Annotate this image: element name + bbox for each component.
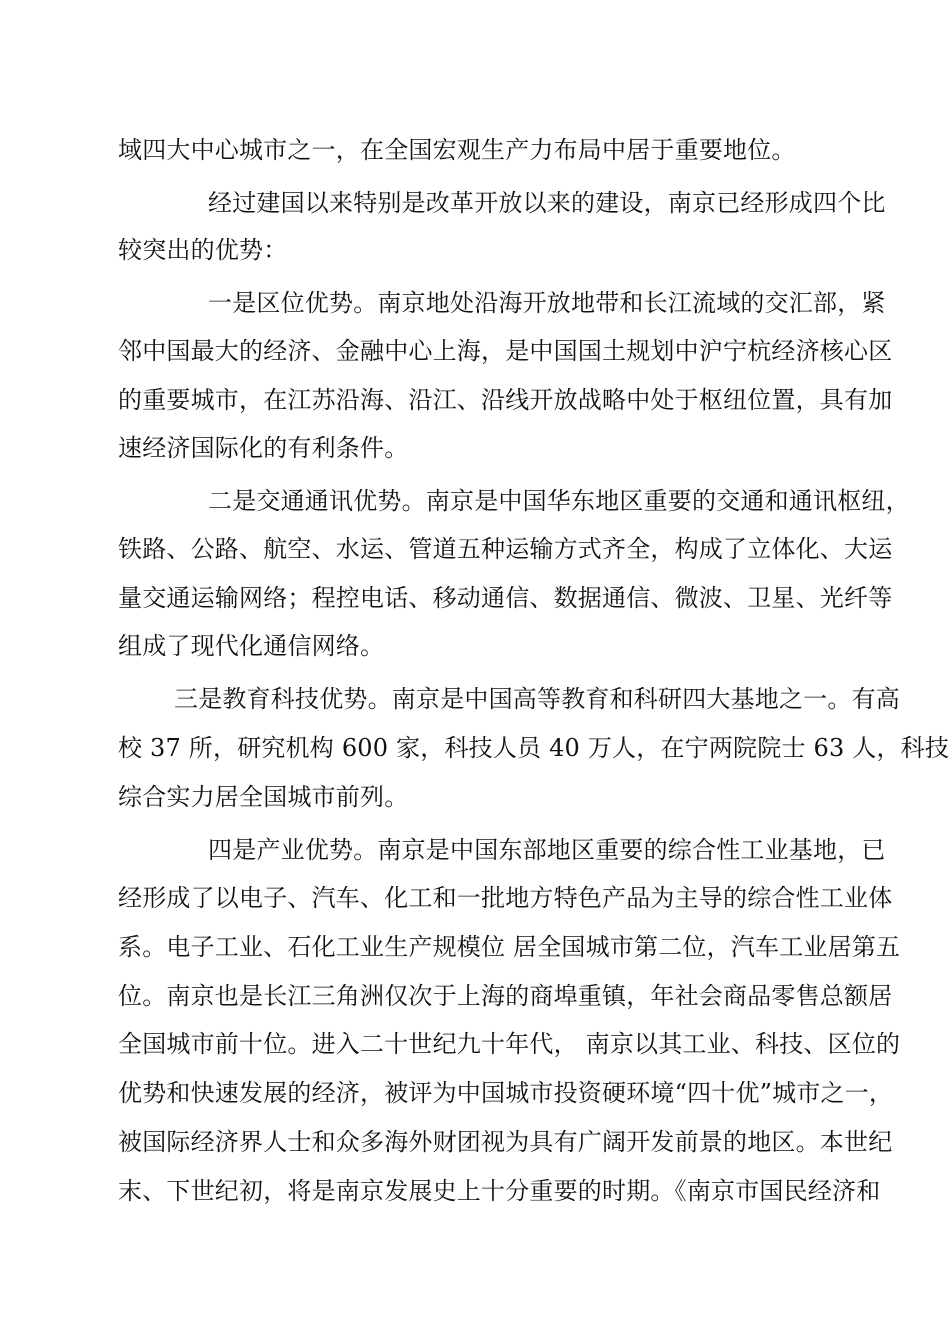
text-line: 综合实力居全国城市前列。 [118, 783, 409, 811]
text-line: 位。南京也是长江三角洲仅次于上海的商埠重镇，年社会商品零售总额居 [118, 982, 893, 1010]
text-line: 组成了现代化通信网络。 [118, 632, 385, 660]
text-line: 一是区位优势。南京地处沿海开放地带和长江流域的交汇部，紧 [208, 289, 886, 317]
text-line: 铁路、公路、航空、水运、管道五种运输方式齐全，构成了立体化、大运 [118, 535, 893, 563]
text-line: 末、下世纪初，将是南京发展史上十分重要的时期。《南京市国民经济和 [118, 1177, 881, 1205]
text-line: 的重要城市，在江苏沿海、沿江、沿线开放战略中处于枢纽位置，具有加 [118, 386, 893, 414]
text-line: 系。电子工业、石化工业生产规模位 居全国城市第二位，汽车工业居第五 [118, 933, 901, 961]
text-line: 优势和快速发展的经济，被评为中国城市投资硬环境“四十优”城市之一， [118, 1079, 894, 1107]
text-line: 较突出的优势： [118, 236, 288, 264]
text-line: 速经济国际化的有利条件。 [118, 434, 409, 462]
text-line: 量交通运输网络；程控电话、移动通信、数据通信、微波、卫星、光纤等 [118, 584, 893, 612]
text-line: 三是教育科技优势。南京是中国高等教育和科研四大基地之一。有高 [174, 685, 900, 713]
text-line: 校 37 所，研究机构 600 家，科技人员 40 万人，在宁两院院士 63 人，科技 [118, 734, 950, 762]
text-line: 域四大中心城市之一，在全国宏观生产力布局中居于重要地位。 [118, 136, 796, 164]
text-line: 被国际经济界人士和众多海外财团视为具有广阔开发前景的地区。本世纪 [118, 1128, 893, 1156]
text-line: 全国城市前十位。进入二十世纪九十年代， 南京以其工业、科技、区位的 [118, 1030, 901, 1058]
text-line: 四是产业优势。南京是中国东部地区重要的综合性工业基地，已 [208, 836, 886, 864]
text-line: 经形成了以电子、汽车、化工和一批地方特色产品为主导的综合性工业体 [118, 884, 893, 912]
text-line: 二是交通通讯优势。南京是中国华东地区重要的交通和通讯枢纽， [208, 487, 910, 515]
text-line: 邻中国最大的经济、金融中心上海，是中国国土规划中沪宁杭经济核心区 [118, 337, 893, 365]
text-line: 经过建国以来特别是改革开放以来的建设，南京已经形成四个比 [208, 189, 886, 217]
